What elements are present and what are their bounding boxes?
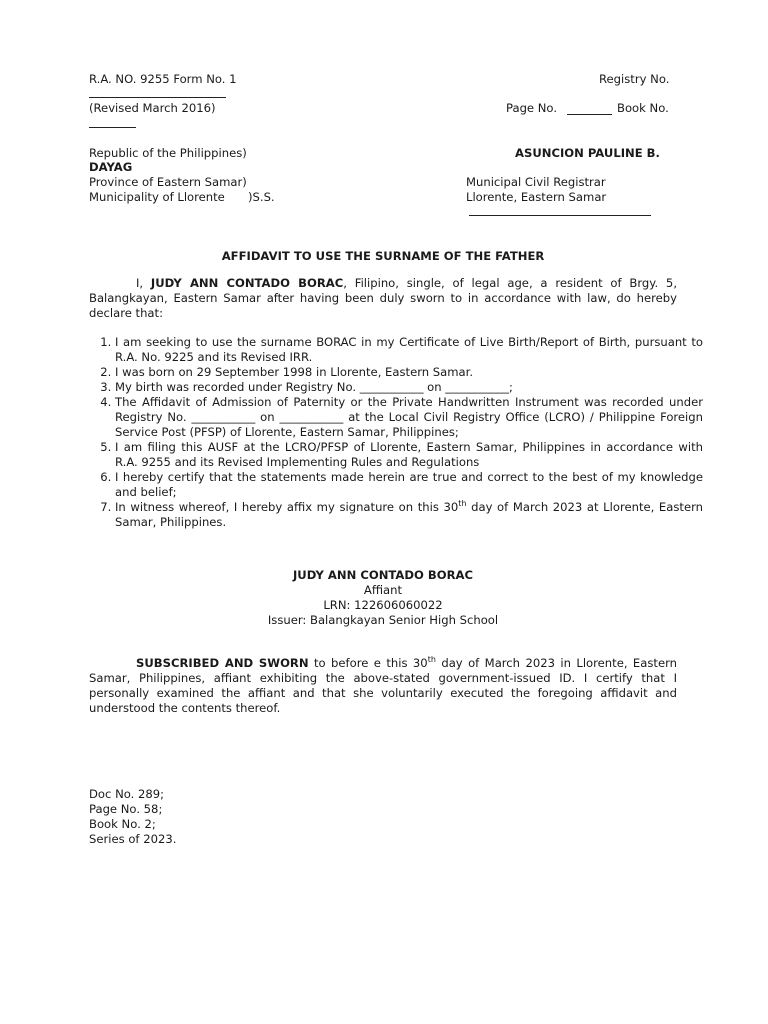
affiant-name-inline: JUDY ANN CONTADO BORAC (150, 276, 344, 290)
registrar-location: Llorente, Eastern Samar (466, 190, 607, 204)
document-title: AFFIDAVIT TO USE THE SURNAME OF THE FATHER (221, 249, 545, 263)
venue-province: Province of Eastern Samar) (89, 175, 247, 189)
jurat-lead: SUBSCRIBED AND SWORN (136, 656, 309, 670)
revised-date: (Revised March 2016) (89, 101, 216, 115)
list-item: 3. My birth was recorded under Registry No. ___________ on ___________; (115, 380, 703, 395)
registrar-name-line1: ASUNCION PAULINE B. (515, 146, 660, 160)
page-no: Page No. 58; (89, 802, 163, 816)
book-no-label: Book No. (617, 101, 669, 115)
registrar-underline (469, 215, 651, 216)
affiant-label: Affiant (363, 583, 403, 597)
intro-pre: I, (136, 276, 151, 290)
affiant-name: JUDY ANN CONTADO BORAC (292, 568, 474, 582)
form-number: R.A. NO. 9255 Form No. 1 (89, 72, 237, 86)
registry-no-label: Registry No. (599, 72, 670, 86)
intro-text: , Filipino, single, of legal age, a resident of Brgy. 5, Balangkayan, Eastern Samar after having been duly sworn to in accordance with law, do hereby declare that: (89, 276, 677, 320)
declaration-list (89, 335, 703, 530)
list-item: 2. I was born on 29 September 1998 in Llorente, Eastern Samar. (115, 365, 703, 380)
registrar-title: Municipal Civil Registrar (466, 175, 606, 189)
venue-republic: Republic of the Philippines) (89, 146, 247, 160)
venue-ss: )S.S. (248, 190, 275, 204)
revised-underline (89, 127, 136, 128)
venue-municipality: Municipality of Llorente (89, 190, 225, 204)
list-item: 7. In witness whereof, I hereby affix my signature on this 30th day of March 2023 at Llorente, Eastern Samar, Philippines. (115, 500, 703, 530)
list-item: 5. I am filing this AUSF at the LCRO/PFSP of Llorente, Eastern Samar, Philippines in accordance with R.A. 9255 and its Revised Implementing Rules and Regulations (115, 440, 703, 470)
affiant-issuer: Issuer: Balangkayan Senior High School (267, 613, 499, 627)
jurat-paragraph: SUBSCRIBED AND SWORN to before e this 30th day of March 2023 in Llorente, Eastern Samar, Philippines, affiant exhibiting the above-stated government-issued ID. I certify that I personally examined the affiant and that she voluntarily executed the foregoing affidavit and understood the contents thereof. (89, 655, 677, 715)
affiant-lrn: LRN: 122606060022 (323, 598, 443, 612)
list-item: 4. The Affidavit of Admission of Paternity or the Private Handwritten Instrument was recorded under Registry No. ___________ on ___________ at the Local Civil Registry Office (LCRO) / Philippine Foreign Service Post (PFSP) of Llorente, Eastern Samar, Philippines; (115, 395, 703, 440)
page-no-label: Page No. (506, 101, 557, 115)
doc-no: Doc No. 289; (89, 787, 165, 801)
book-no: Book No. 2; (89, 817, 156, 831)
form-underline (89, 97, 226, 98)
registrar-name-line2: DAYAG (89, 160, 133, 174)
series: Series of 2023. (89, 832, 177, 846)
list-item: 1. I am seeking to use the surname BORAC in my Certificate of Live Birth/Report of Birth, pursuant to R.A. No. 9225 and its Revised IRR. (115, 335, 703, 365)
page-no-blank (567, 114, 612, 115)
intro-paragraph (89, 276, 677, 321)
list-item: 6. I hereby certify that the statements made herein are true and correct to the best of my knowledge and belief; (115, 470, 703, 500)
